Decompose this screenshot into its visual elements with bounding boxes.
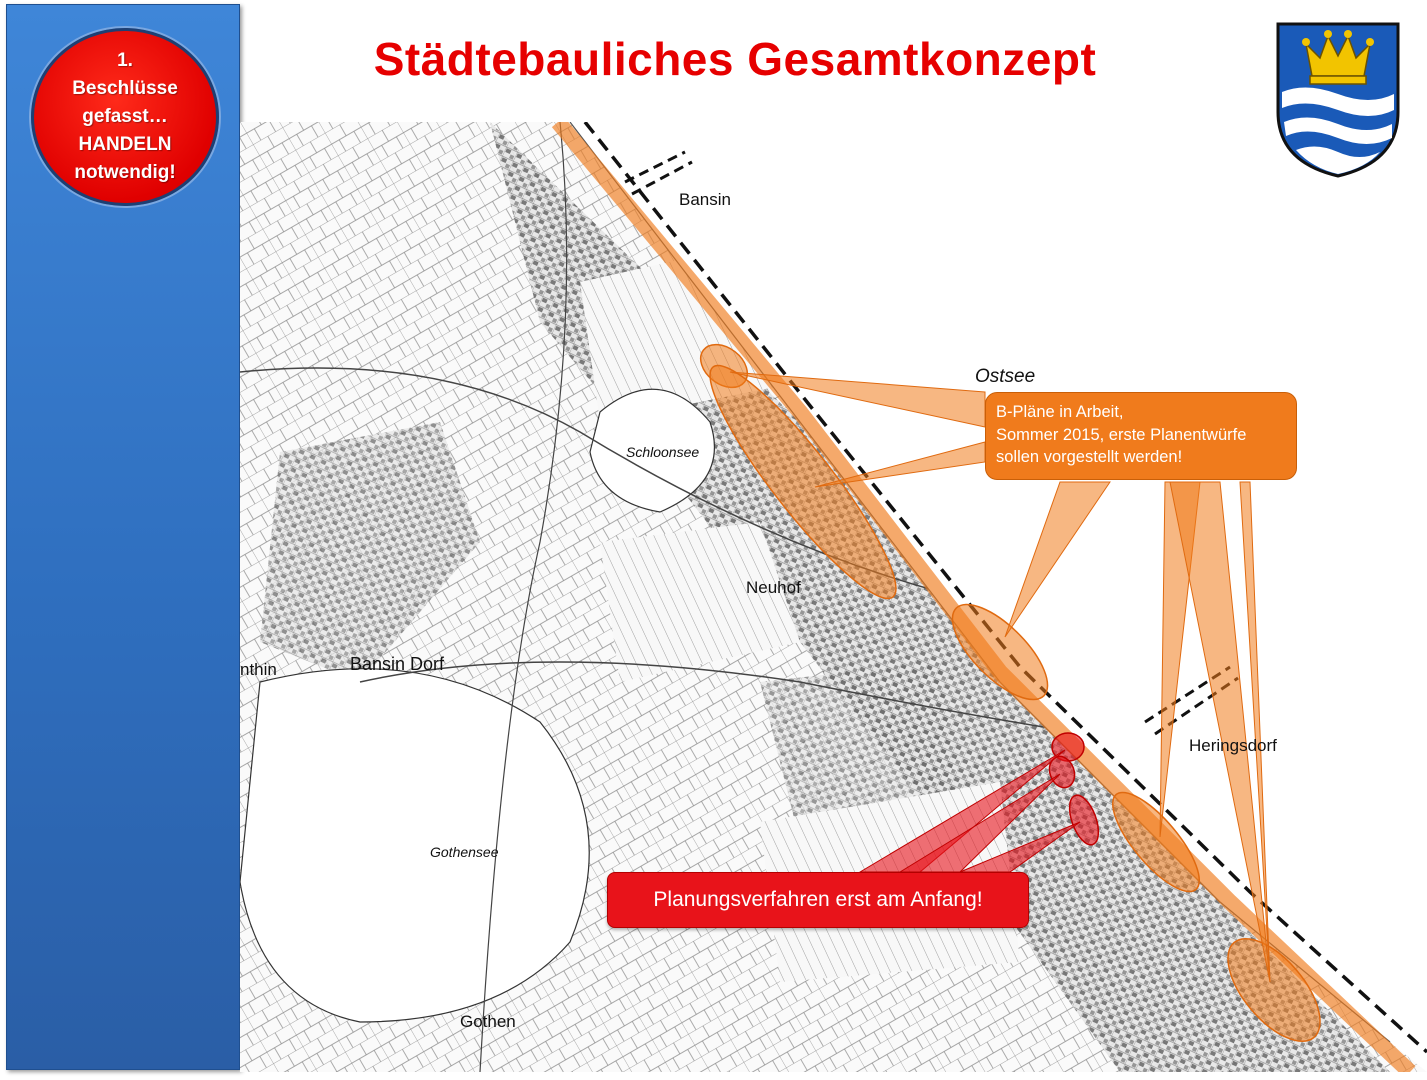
label-heringsdorf: Heringsdorf: [1189, 736, 1277, 755]
label-anthin: nthin: [240, 660, 277, 679]
label-schloonsee: Schloonsee: [626, 444, 700, 460]
status-badge: [31, 28, 219, 206]
label-bansin: Bansin: [679, 190, 731, 209]
label-gothen: Gothen: [460, 1012, 516, 1031]
label-bansin-dorf: Bansin Dorf: [350, 654, 445, 674]
sidebar-panel: [6, 4, 240, 1070]
planning-callout: Planungsverfahren erst am Anfang!: [607, 872, 1029, 928]
map-canvas: [240, 122, 1427, 1072]
label-neuhof: Neuhof: [746, 578, 801, 597]
label-ostsee: Ostsee: [975, 366, 1036, 387]
bplan-callout: B-Pläne in Arbeit, Sommer 2015, erste Planentwürfe sollen vorgestellt werden!: [985, 392, 1297, 480]
badge-text: 1. Beschlüsse gefasst… HANDELN notwendig!: [72, 50, 178, 183]
label-gothensee: Gothensee: [430, 844, 499, 860]
cadastral-map: [240, 122, 1427, 1072]
page-title: Städtebauliches Gesamtkonzept: [373, 33, 1097, 85]
